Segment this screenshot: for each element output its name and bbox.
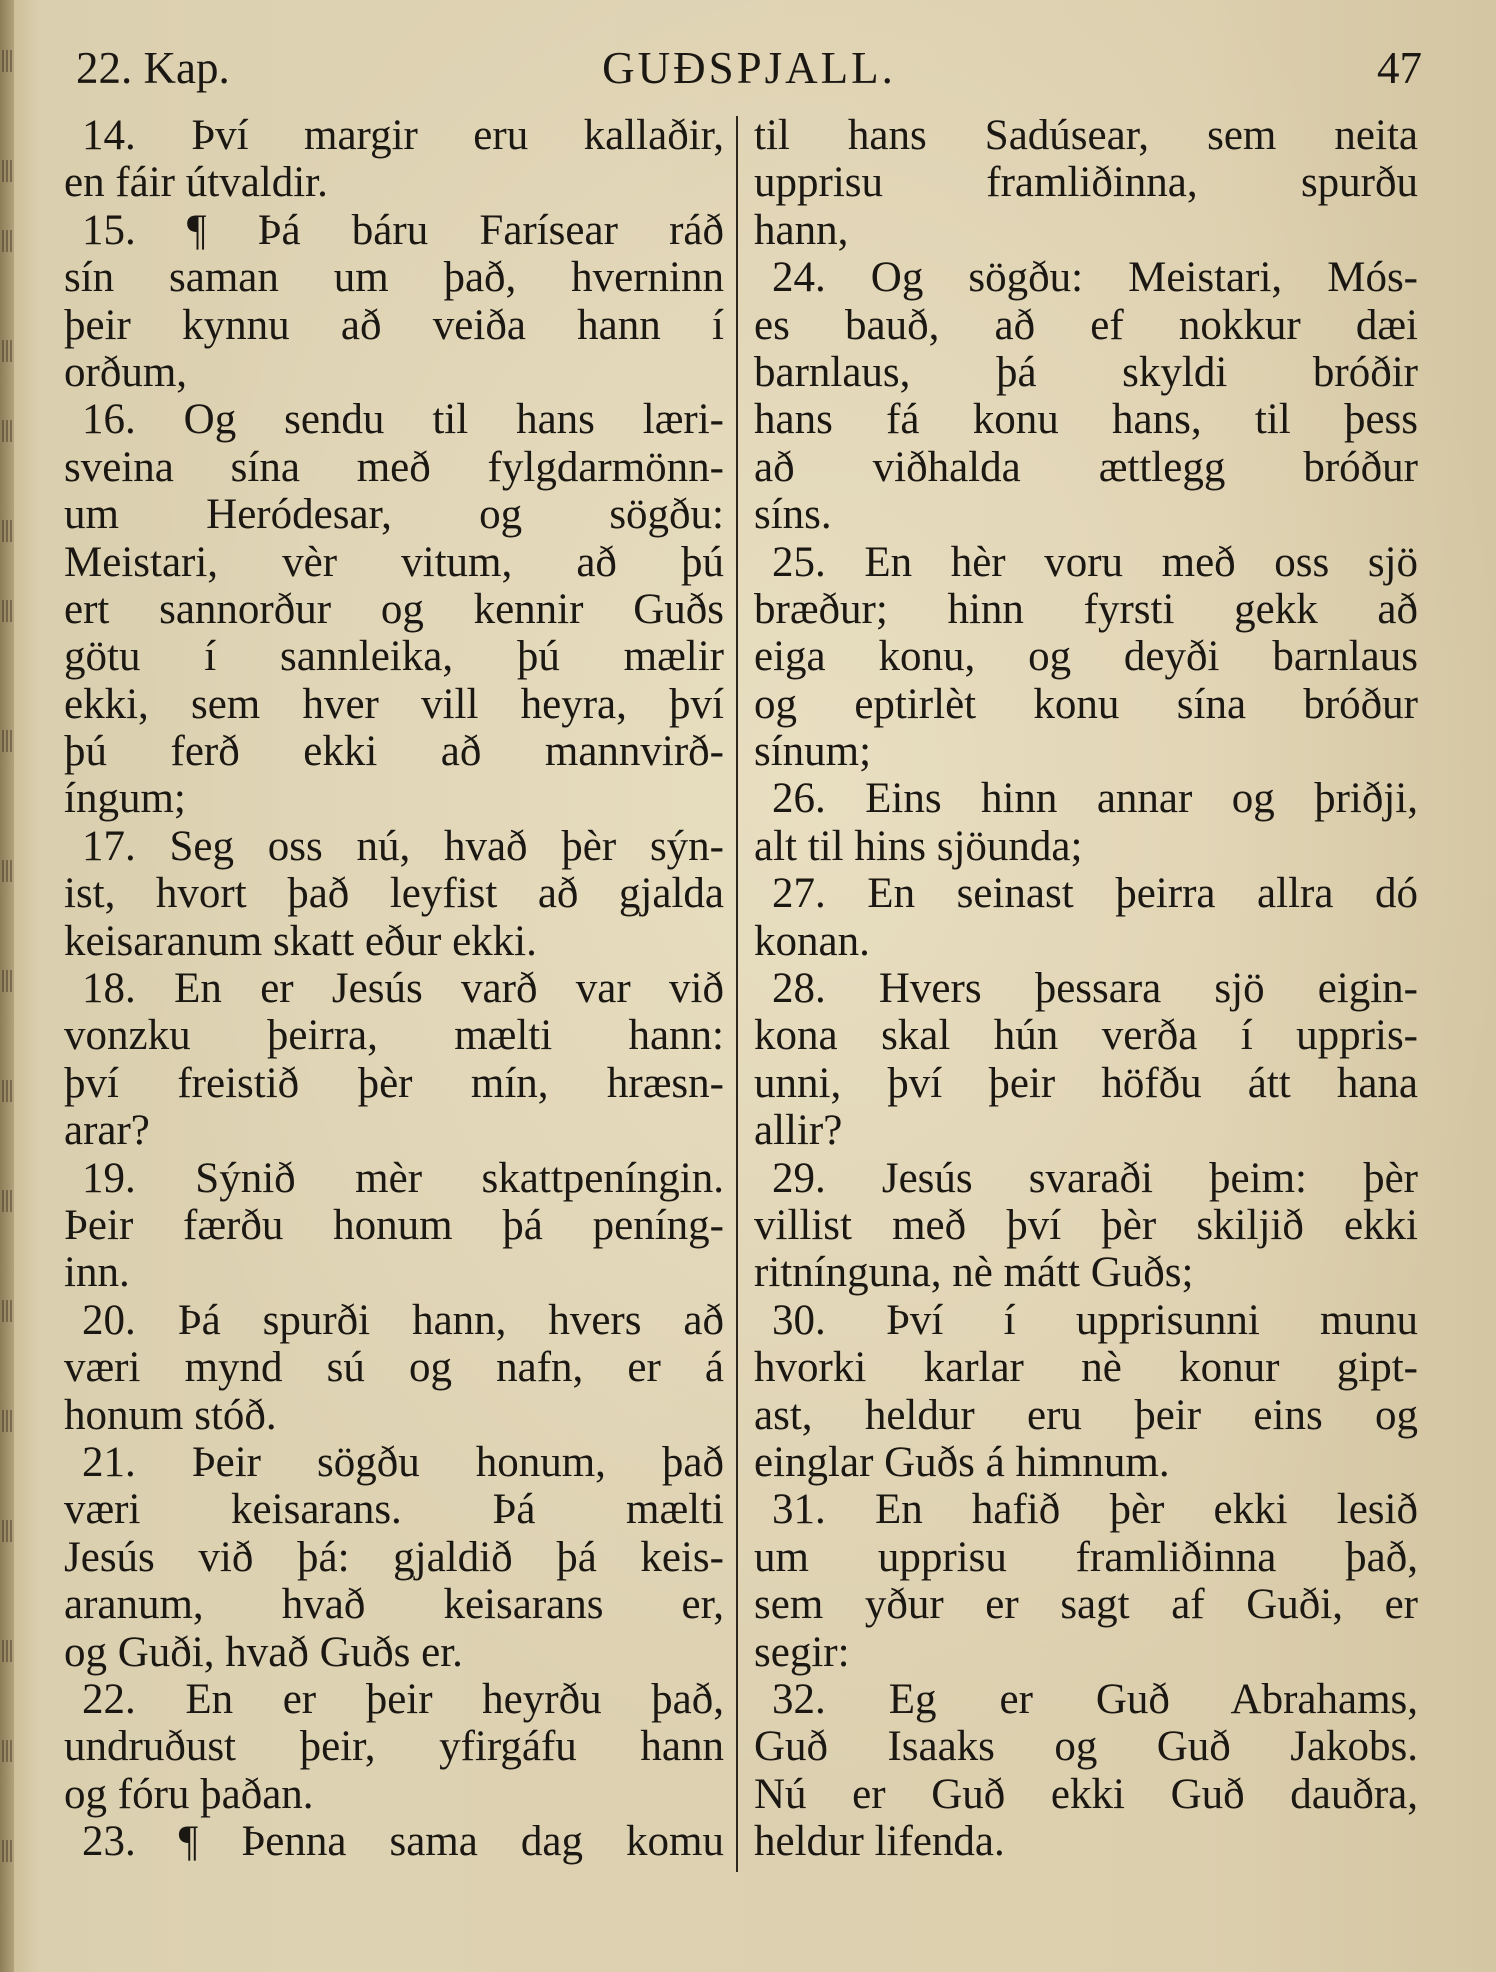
text-line: upprisu framliðinna, spurðu <box>754 159 1418 207</box>
text-line: 24. Og sögðu: Meistari, Mós- <box>772 254 1418 302</box>
text-line: 29. Jesús svaraði þeim: þèr <box>772 1154 1418 1202</box>
text-line: inn. <box>64 1249 130 1297</box>
text-line: 23. ¶ Þenna sama dag komu <box>82 1818 724 1866</box>
text-line: en fáir útvaldir. <box>64 159 328 207</box>
book-title: GUÐSPJALL. <box>602 43 896 93</box>
text-line: hvorki karlar nè konur gipt- <box>754 1344 1418 1392</box>
left-text-column <box>64 112 724 1865</box>
text-line: einglar Guðs á himnum. <box>754 1438 1170 1486</box>
text-line: og eptirlèt konu sína bróður <box>754 680 1418 728</box>
text-line: alt til hins sjöunda; <box>754 822 1083 870</box>
text-line: væri keisarans. Þá mælti <box>64 1486 724 1534</box>
right-text-column <box>754 112 1418 1865</box>
text-line: því freistið þèr mín, hræsn- <box>64 1059 724 1107</box>
text-line: aranum, hvað keisarans er, <box>64 1581 724 1629</box>
text-line: síns. <box>754 491 832 539</box>
text-line: vonzku þeirra, mælti hann: <box>64 1012 724 1060</box>
text-line: 32. Eg er Guð Abrahams, <box>772 1675 1418 1723</box>
text-line: íngum; <box>64 775 186 823</box>
text-line: hans fá konu hans, til þess <box>754 396 1418 444</box>
text-line: 18. En er Jesús varð var við <box>82 965 724 1013</box>
text-line: keisaranum skatt eður ekki. <box>64 917 537 965</box>
text-line: og Guði, hvað Guðs er. <box>64 1628 463 1676</box>
text-line: ekki, sem hver vill heyra, því <box>64 680 724 728</box>
text-line: 28. Hvers þessara sjö eigin- <box>772 965 1418 1013</box>
text-line: honum stóð. <box>64 1391 277 1439</box>
text-line: til hans Sadúsear, sem neita <box>754 112 1418 159</box>
text-line: heldur lifenda. <box>754 1818 1005 1866</box>
text-line: hann, <box>754 206 849 254</box>
text-line: allir? <box>754 1107 843 1155</box>
text-line: Jesús við þá: gjaldið þá keis- <box>64 1533 724 1581</box>
text-line: Þeir færðu honum þá peníng- <box>64 1201 724 1249</box>
text-line: þú ferð ekki að mannvirð- <box>64 728 724 776</box>
text-line: 27. En seinast þeirra allra dó <box>772 870 1418 918</box>
text-line: segir: <box>754 1628 850 1676</box>
text-line: 14. Því margir eru kallaðir, <box>82 112 724 159</box>
text-line: 26. Eins hinn annar og þriðji, <box>772 775 1418 823</box>
chapter-label: 22. Kap. <box>76 43 230 93</box>
text-line: ritnínguna, nè mátt Guðs; <box>754 1249 1194 1297</box>
text-line: 20. Þá spurði hann, hvers að <box>82 1296 724 1344</box>
text-line: 17. Seg oss nú, hvað þèr sýn- <box>82 822 724 870</box>
text-line: þeir kynnu að veiða hann í <box>64 301 724 349</box>
column-divider <box>736 116 738 1872</box>
text-line: unni, því þeir höfðu átt hana <box>754 1059 1418 1107</box>
text-line: og fóru þaðan. <box>64 1770 314 1818</box>
text-line: undruðust þeir, yfirgáfu hann <box>64 1723 724 1771</box>
text-line: sín saman um það, hverninn <box>64 254 724 302</box>
text-line: barnlaus, þá skyldi bróðir <box>754 348 1418 396</box>
text-line: ert sannorður og kennir Guðs <box>64 585 724 633</box>
running-header <box>76 38 1422 98</box>
text-line: 22. En er þeir heyrðu það, <box>82 1675 724 1723</box>
text-line: bræður; hinn fyrsti gekk að <box>754 585 1418 633</box>
text-line: 30. Því í upprisunni munu <box>772 1296 1418 1344</box>
text-line: 15. ¶ Þá báru Farísear ráð <box>82 206 724 254</box>
text-line: 25. En hèr voru með oss sjö <box>772 538 1418 586</box>
page-number: 47 <box>1377 43 1422 93</box>
text-line: 21. Þeir sögðu honum, það <box>82 1438 724 1486</box>
text-line: sem yður er sagt af Guði, er <box>754 1581 1418 1629</box>
text-line: arar? <box>64 1107 150 1155</box>
text-line: um Heródesar, og sögðu: <box>64 491 724 539</box>
text-line: es bauð, að ef nokkur dæi <box>754 301 1418 349</box>
text-line: Guð Isaaks og Guð Jakobs. <box>754 1723 1418 1771</box>
text-line: væri mynd sú og nafn, er á <box>64 1344 724 1392</box>
bleed-through-marks <box>2 40 14 1940</box>
text-line: ist, hvort það leyfist að gjalda <box>64 870 724 918</box>
text-line: ast, heldur eru þeir eins og <box>754 1391 1418 1439</box>
text-line: Meistari, vèr vitum, að þú <box>64 538 724 586</box>
text-line: 19. Sýnið mèr skattpeníngin. <box>82 1154 724 1202</box>
text-line: 31. En hafið þèr ekki lesið <box>772 1486 1418 1534</box>
text-line: að viðhalda ættlegg bróður <box>754 443 1418 491</box>
text-line: götu í sannleika, þú mælir <box>64 633 724 681</box>
text-line: um upprisu framliðinna það, <box>754 1533 1418 1581</box>
text-line: Nú er Guð ekki Guð dauðra, <box>754 1770 1418 1818</box>
text-line: 16. Og sendu til hans læri- <box>82 396 724 444</box>
text-line: sveina sína með fylgdarmönn- <box>64 443 724 491</box>
text-line: sínum; <box>754 728 872 776</box>
text-line: villist með því þèr skiljið ekki <box>754 1201 1418 1249</box>
text-line: eiga konu, og deyði barnlaus <box>754 633 1418 681</box>
text-line: kona skal hún verða í uppris- <box>754 1012 1418 1060</box>
text-line: orðum, <box>64 348 188 396</box>
text-line: konan. <box>754 917 870 965</box>
